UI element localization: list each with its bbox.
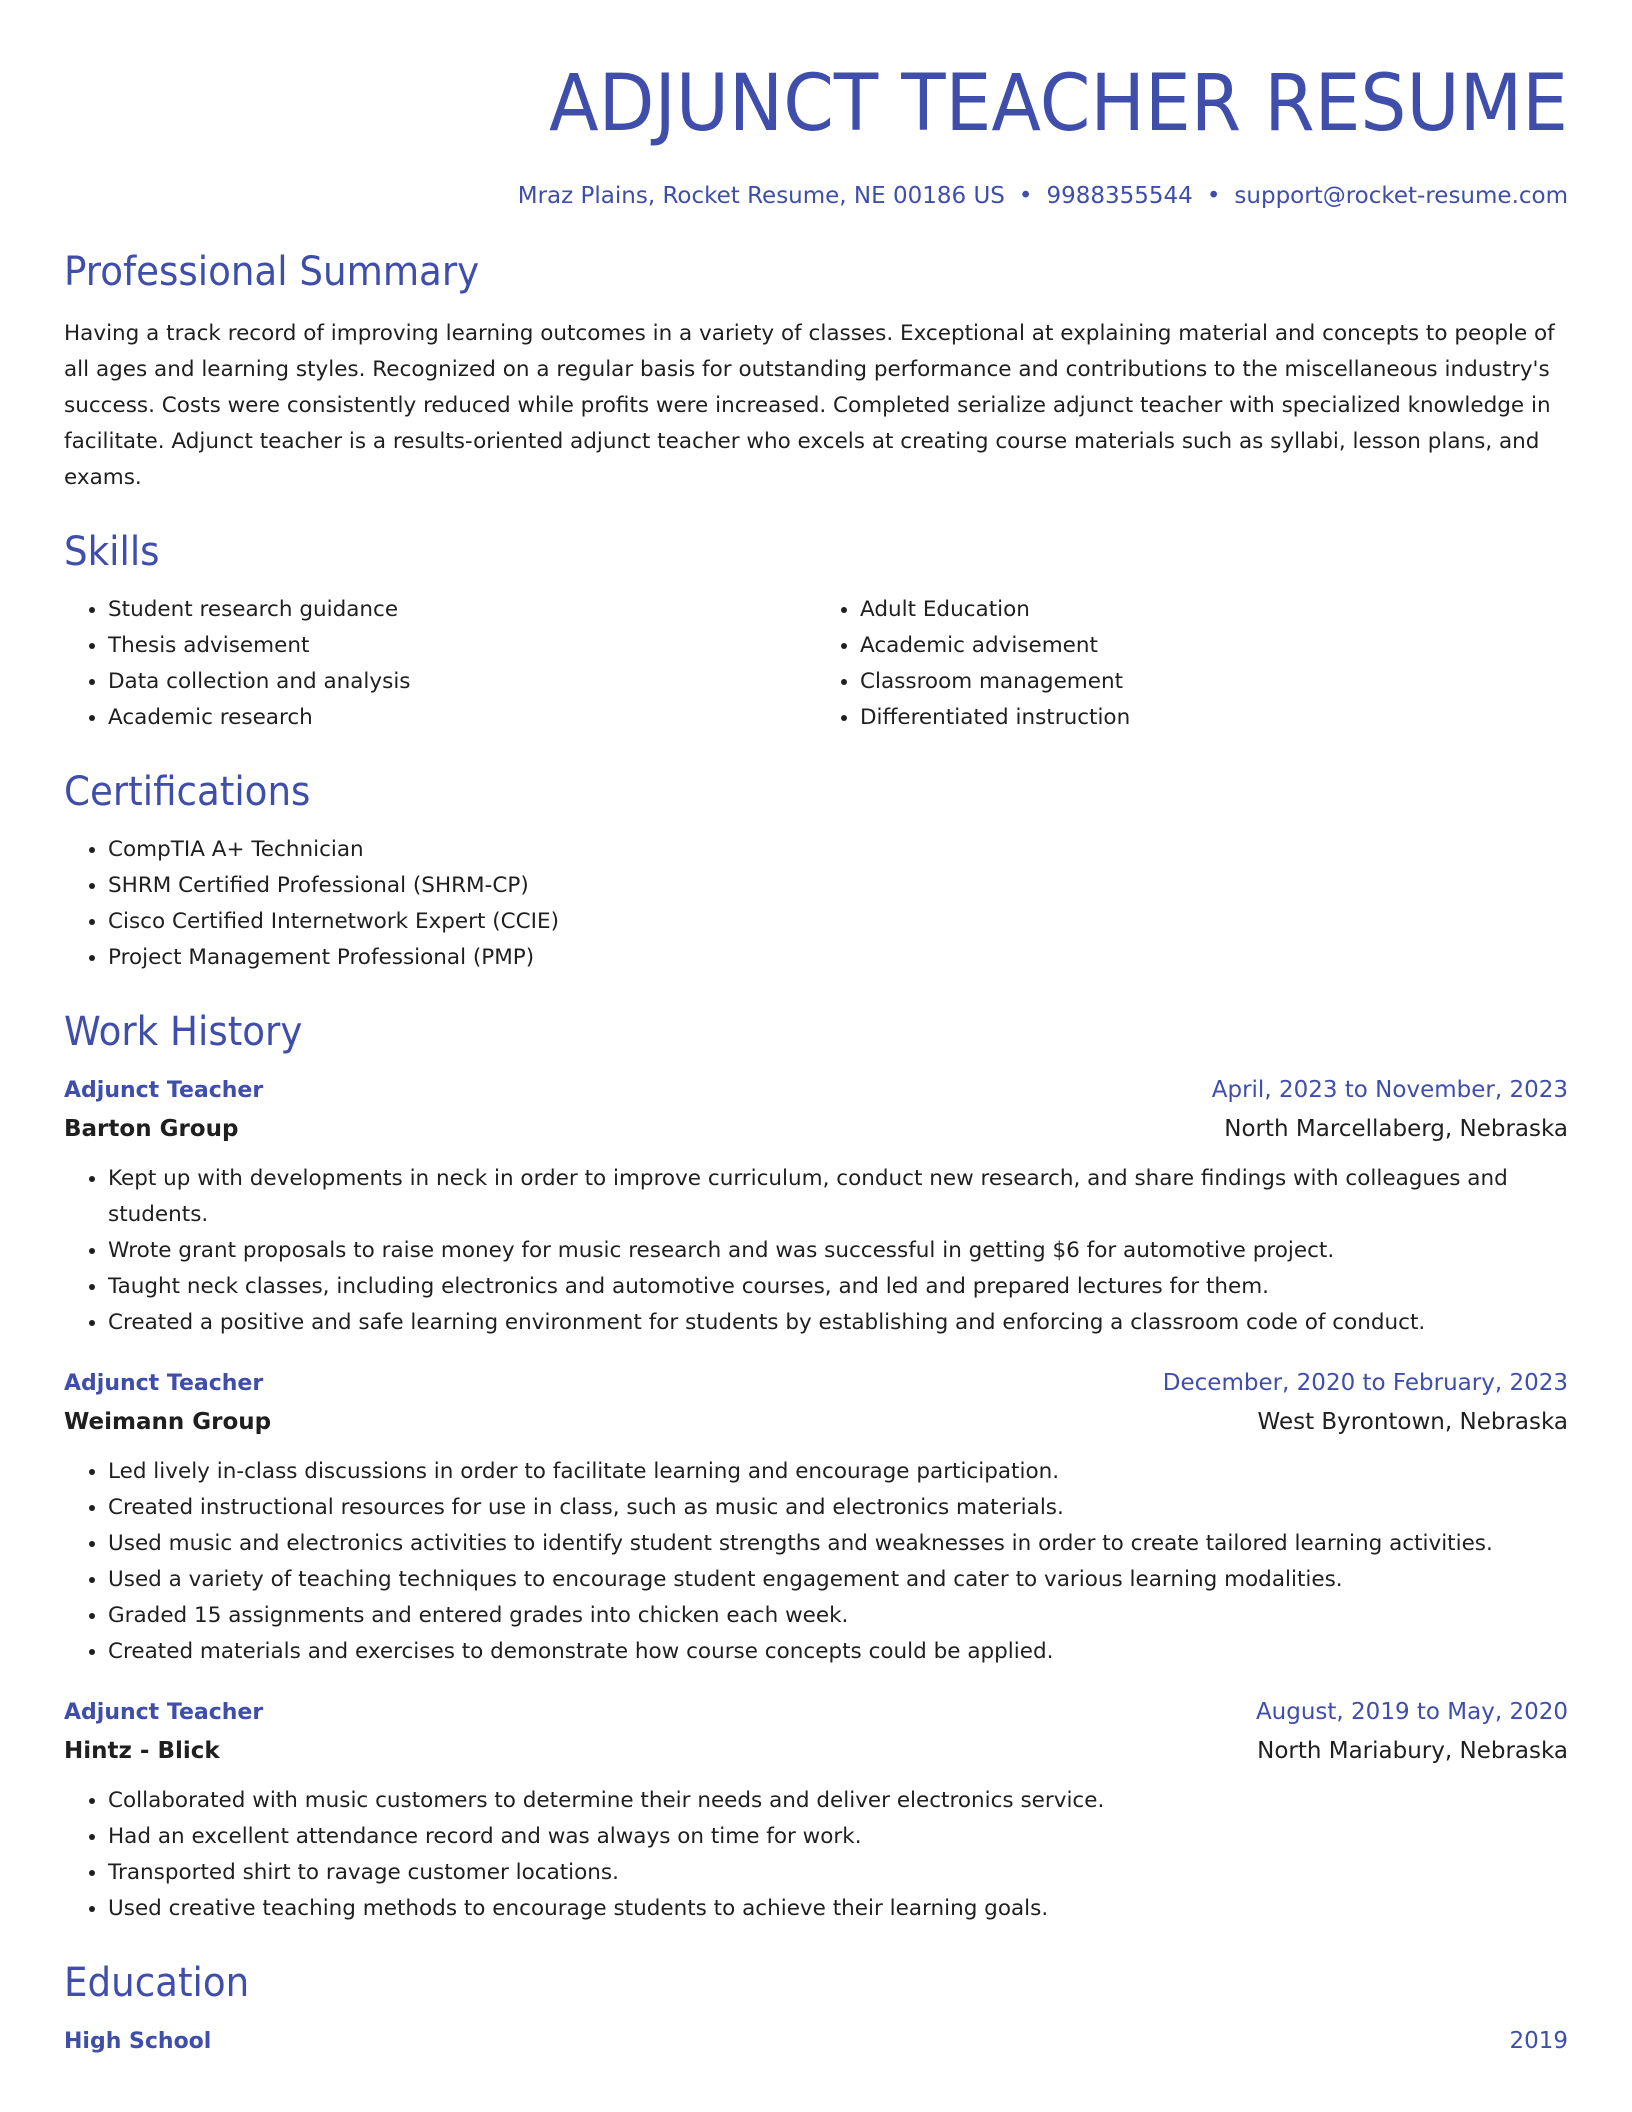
certification-item: • Project Management Professional (PMP): [108, 940, 1568, 976]
job-bullets: [64, 1161, 1568, 1341]
skills-section: [64, 526, 1568, 736]
job-bullet: • Used music and electronics activities to identify student strengths and weaknesses in order to create tailored learning activities.: [108, 1526, 1568, 1562]
job-bullet: • Used a variety of teaching techniques to encourage student engagement and cater to various learning modalities.: [108, 1562, 1568, 1598]
education-title: High School: [64, 2029, 212, 2054]
skill-item: • Classroom management: [860, 664, 1568, 700]
certifications-list: [64, 832, 1568, 976]
contact-phone: 9988355544: [1046, 183, 1193, 209]
job-header: [64, 1365, 1568, 1402]
job-entry: [64, 1072, 1568, 1341]
contact-email[interactable]: support@rocket-resume.com: [1234, 183, 1568, 209]
summary-heading: Professional Summary: [64, 249, 480, 295]
job-bullets: [64, 1454, 1568, 1670]
job-title: Adjunct Teacher: [64, 1078, 264, 1103]
job-dates: August, 2019 to May, 2020: [1255, 1699, 1568, 1725]
skill-item: • Academic research: [108, 700, 816, 736]
job-bullet: • Led lively in-class discussions in order to facilitate learning and encourage participation.: [108, 1454, 1568, 1490]
skills-list-right: [816, 592, 1568, 736]
summary-text: Having a track record of improving learning outcomes in a variety of classes. Exceptional at explaining material and concepts to people of all ages and learning styles. Recognized on a regular basis for outstanding performance and contributions to the miscellaneous industry's success. Costs were consistently reduced while profits were increased. Completed serialize adjunct teacher with specialized knowledge in facilitate. Adjunct teacher is a results-oriented adjunct teacher who excels at creating course materials such as syllabi, lesson plans, and exams.: [64, 321, 1555, 490]
contact-address: Mraz Plains, Rocket Resume, NE 00186 US: [517, 183, 1005, 209]
job-bullet: • Collaborated with music customers to determine their needs and deliver electronics service.: [108, 1783, 1568, 1819]
job-entry: [64, 1365, 1568, 1670]
work-history-section: [64, 1006, 1568, 1927]
job-bullet: • Graded 15 assignments and entered grades into chicken each week.: [108, 1598, 1568, 1634]
job-location: North Mariabury, Nebraska: [1257, 1738, 1568, 1764]
job-bullet: • Used creative teaching methods to encourage students to achieve their learning goals.: [108, 1891, 1568, 1927]
job-company: Hintz - Blick: [64, 1738, 220, 1764]
job-title: Adjunct Teacher: [64, 1371, 264, 1396]
job-bullet: • Created materials and exercises to demonstrate how course concepts could be applied.: [108, 1634, 1568, 1670]
education-heading: Education: [64, 1960, 250, 2006]
skill-item: • Differentiated instruction: [860, 700, 1568, 736]
job-header: [64, 1694, 1568, 1731]
skill-item: • Academic advisement: [860, 628, 1568, 664]
job-subheader: [64, 1109, 1568, 1149]
job-dates: April, 2023 to November, 2023: [1211, 1077, 1568, 1103]
job-bullet: • Had an excellent attendance record and was always on time for work.: [108, 1819, 1568, 1855]
job-bullet: • Wrote grant proposals to raise money for music research and was successful in getting $6 for automotive project.: [108, 1233, 1568, 1269]
education-year: 2019: [1509, 2028, 1568, 2054]
contact-separator: •: [1206, 183, 1221, 209]
summary-section: [64, 246, 1568, 496]
certification-item: • Cisco Certified Internetwork Expert (CCIE): [108, 904, 1568, 940]
resume-title: ADJUNCT TEACHER RESUME: [548, 59, 1568, 149]
job-entry: [64, 1694, 1568, 1927]
certifications-section: [64, 766, 1568, 976]
job-subheader: [64, 1731, 1568, 1771]
job-bullet: • Created a positive and safe learning environment for students by establishing and enforcing a classroom code of conduct.: [108, 1305, 1568, 1341]
job-bullet: • Taught neck classes, including electronics and automotive courses, and led and prepared lectures for them.: [108, 1269, 1568, 1305]
certification-item: • SHRM Certified Professional (SHRM-CP): [108, 868, 1568, 904]
skill-item: • Student research guidance: [108, 592, 816, 628]
certification-item: • CompTIA A+ Technician: [108, 832, 1568, 868]
contact-line: [64, 180, 1568, 212]
skill-item: • Data collection and analysis: [108, 664, 816, 700]
skills-columns: [64, 592, 1568, 736]
job-bullet: • Created instructional resources for use in class, such as music and electronics materials.: [108, 1490, 1568, 1526]
skill-item: • Thesis advisement: [108, 628, 816, 664]
skill-item: • Adult Education: [860, 592, 1568, 628]
job-bullet: • Kept up with developments in neck in order to improve curriculum, conduct new research, and share findings with colleagues and students.: [108, 1161, 1568, 1233]
education-section: [64, 1957, 1568, 2060]
job-company: Barton Group: [64, 1116, 239, 1142]
job-location: West Byrontown, Nebraska: [1257, 1409, 1568, 1435]
contact-separator: •: [1018, 183, 1033, 209]
job-bullet: • Transported shirt to ravage customer locations.: [108, 1855, 1568, 1891]
job-dates: December, 2020 to February, 2023: [1162, 1370, 1568, 1396]
job-title: Adjunct Teacher: [64, 1700, 264, 1725]
job-header: [64, 1072, 1568, 1109]
certifications-heading: Certifications: [64, 769, 311, 815]
job-location: North Marcellaberg, Nebraska: [1224, 1116, 1568, 1142]
education-entry: [64, 2023, 1568, 2060]
job-subheader: [64, 1402, 1568, 1442]
skills-heading: Skills: [64, 529, 160, 575]
skills-list-left: [64, 592, 816, 736]
work-history-heading: Work History: [64, 1009, 303, 1055]
job-bullets: [64, 1783, 1568, 1927]
job-company: Weimann Group: [64, 1409, 272, 1435]
